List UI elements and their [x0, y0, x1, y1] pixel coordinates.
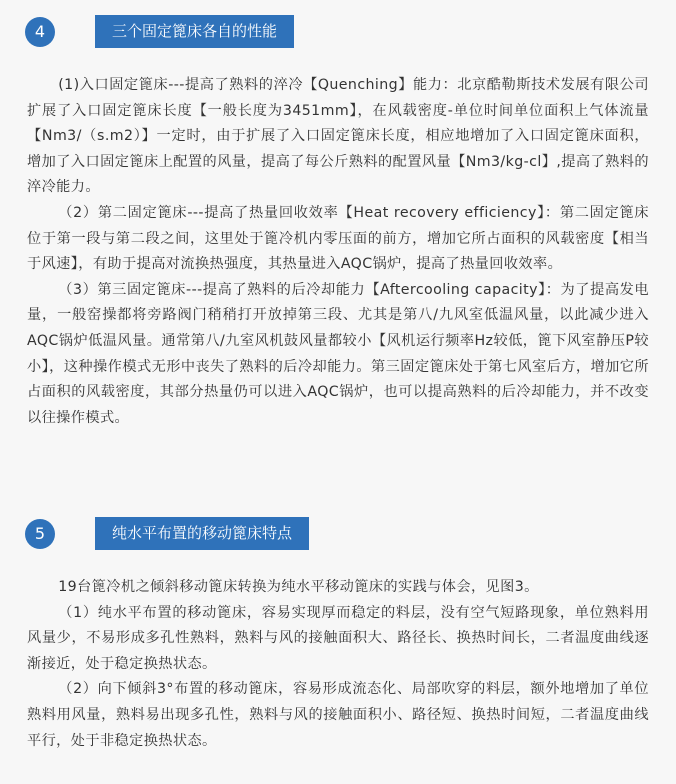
section-5: [0, 516, 676, 552]
paragraph-5-3: （2）向下倾斜3°布置的移动篦床，容易形成流态化、局部吹穿的料层，额外地增加了单位熟料用风量，熟料易出现多孔性，熟料与风的接触面积小、路径短、换热时间短，二者温度曲线平行，处于非稳定换热状态。: [27, 681, 649, 749]
section-5-body: [27, 575, 649, 754]
section-5-title: 纯水平布置的移动篦床特点: [95, 517, 309, 550]
section-4-number-badge: 4: [25, 17, 55, 47]
section-5-header: [0, 516, 676, 552]
section-4-body: [27, 73, 649, 431]
paragraph-4-1: (1)入口固定篦床---提高了熟料的淬冷【Quenching】能力：北京酷勒斯技术发展有限公司扩展了入口固定篦床长度【一般长度为3451mm】，在风载密度-单位时间单位面积上气体流量【Nm3/（s.m2）】一定时，由于扩展了入口固定篦床长度，相应地增加了入口固定篦床面积，增加了入口固定篦床上配置的风量，提高了每公斤熟料的配置风量【Nm3/kg-cl】,提高了熟料的淬冷能力。: [27, 77, 649, 196]
section-4-title: 三个固定篦床各自的性能: [95, 15, 294, 48]
paragraph-5-2: （1）纯水平布置的移动篦床，容易实现厚而稳定的料层，没有空气短路现象，单位熟料用风量少，不易形成多孔性熟料，熟料与风的接触面积大、路径长、换热时间长，二者温度曲线逐渐接近，处于稳定换热状态。: [27, 604, 649, 672]
section-4: [0, 14, 676, 50]
paragraph-5-1: 19台篦冷机之倾斜移动篦床转换为纯水平移动篦床的实践与体会，见图3。: [58, 579, 539, 595]
section-5-number-badge: 5: [25, 519, 55, 549]
section-4-header: [0, 14, 676, 50]
paragraph-4-2: （2）第二固定篦床---提高了热量回收效率【Heat recovery efficiency】：第二固定篦床位于第一段与第二段之间，这里处于篦冷机内零压面的前方，增加它所占面积的风载密度【相当于风速】，有助于提高对流换热强度，其热量进入AQC锅炉，提高了热量回收效率。: [27, 204, 649, 273]
paragraph-4-3: （3）第三固定篦床---提高了熟料的后冷却能力【Aftercooling capacity】：为了提高发电量，一般窑操都将旁路阀门稍稍打开放掉第三段、尤其是第八/九风室低温风量，以此减少进入AQC锅炉低温风量。通常第八/九室风机鼓风量都较小【风机运行频率Hz较低，篦下风室静压P较小】，这种操作模式无形中丧失了熟料的后冷却能力。第三固定篦床处于第七风室后方，增加它所占面积的风载密度，其部分热量仍可以进入AQC锅炉，也可以提高熟料的后冷却能力，并不改变以往操作模式。: [27, 281, 649, 426]
